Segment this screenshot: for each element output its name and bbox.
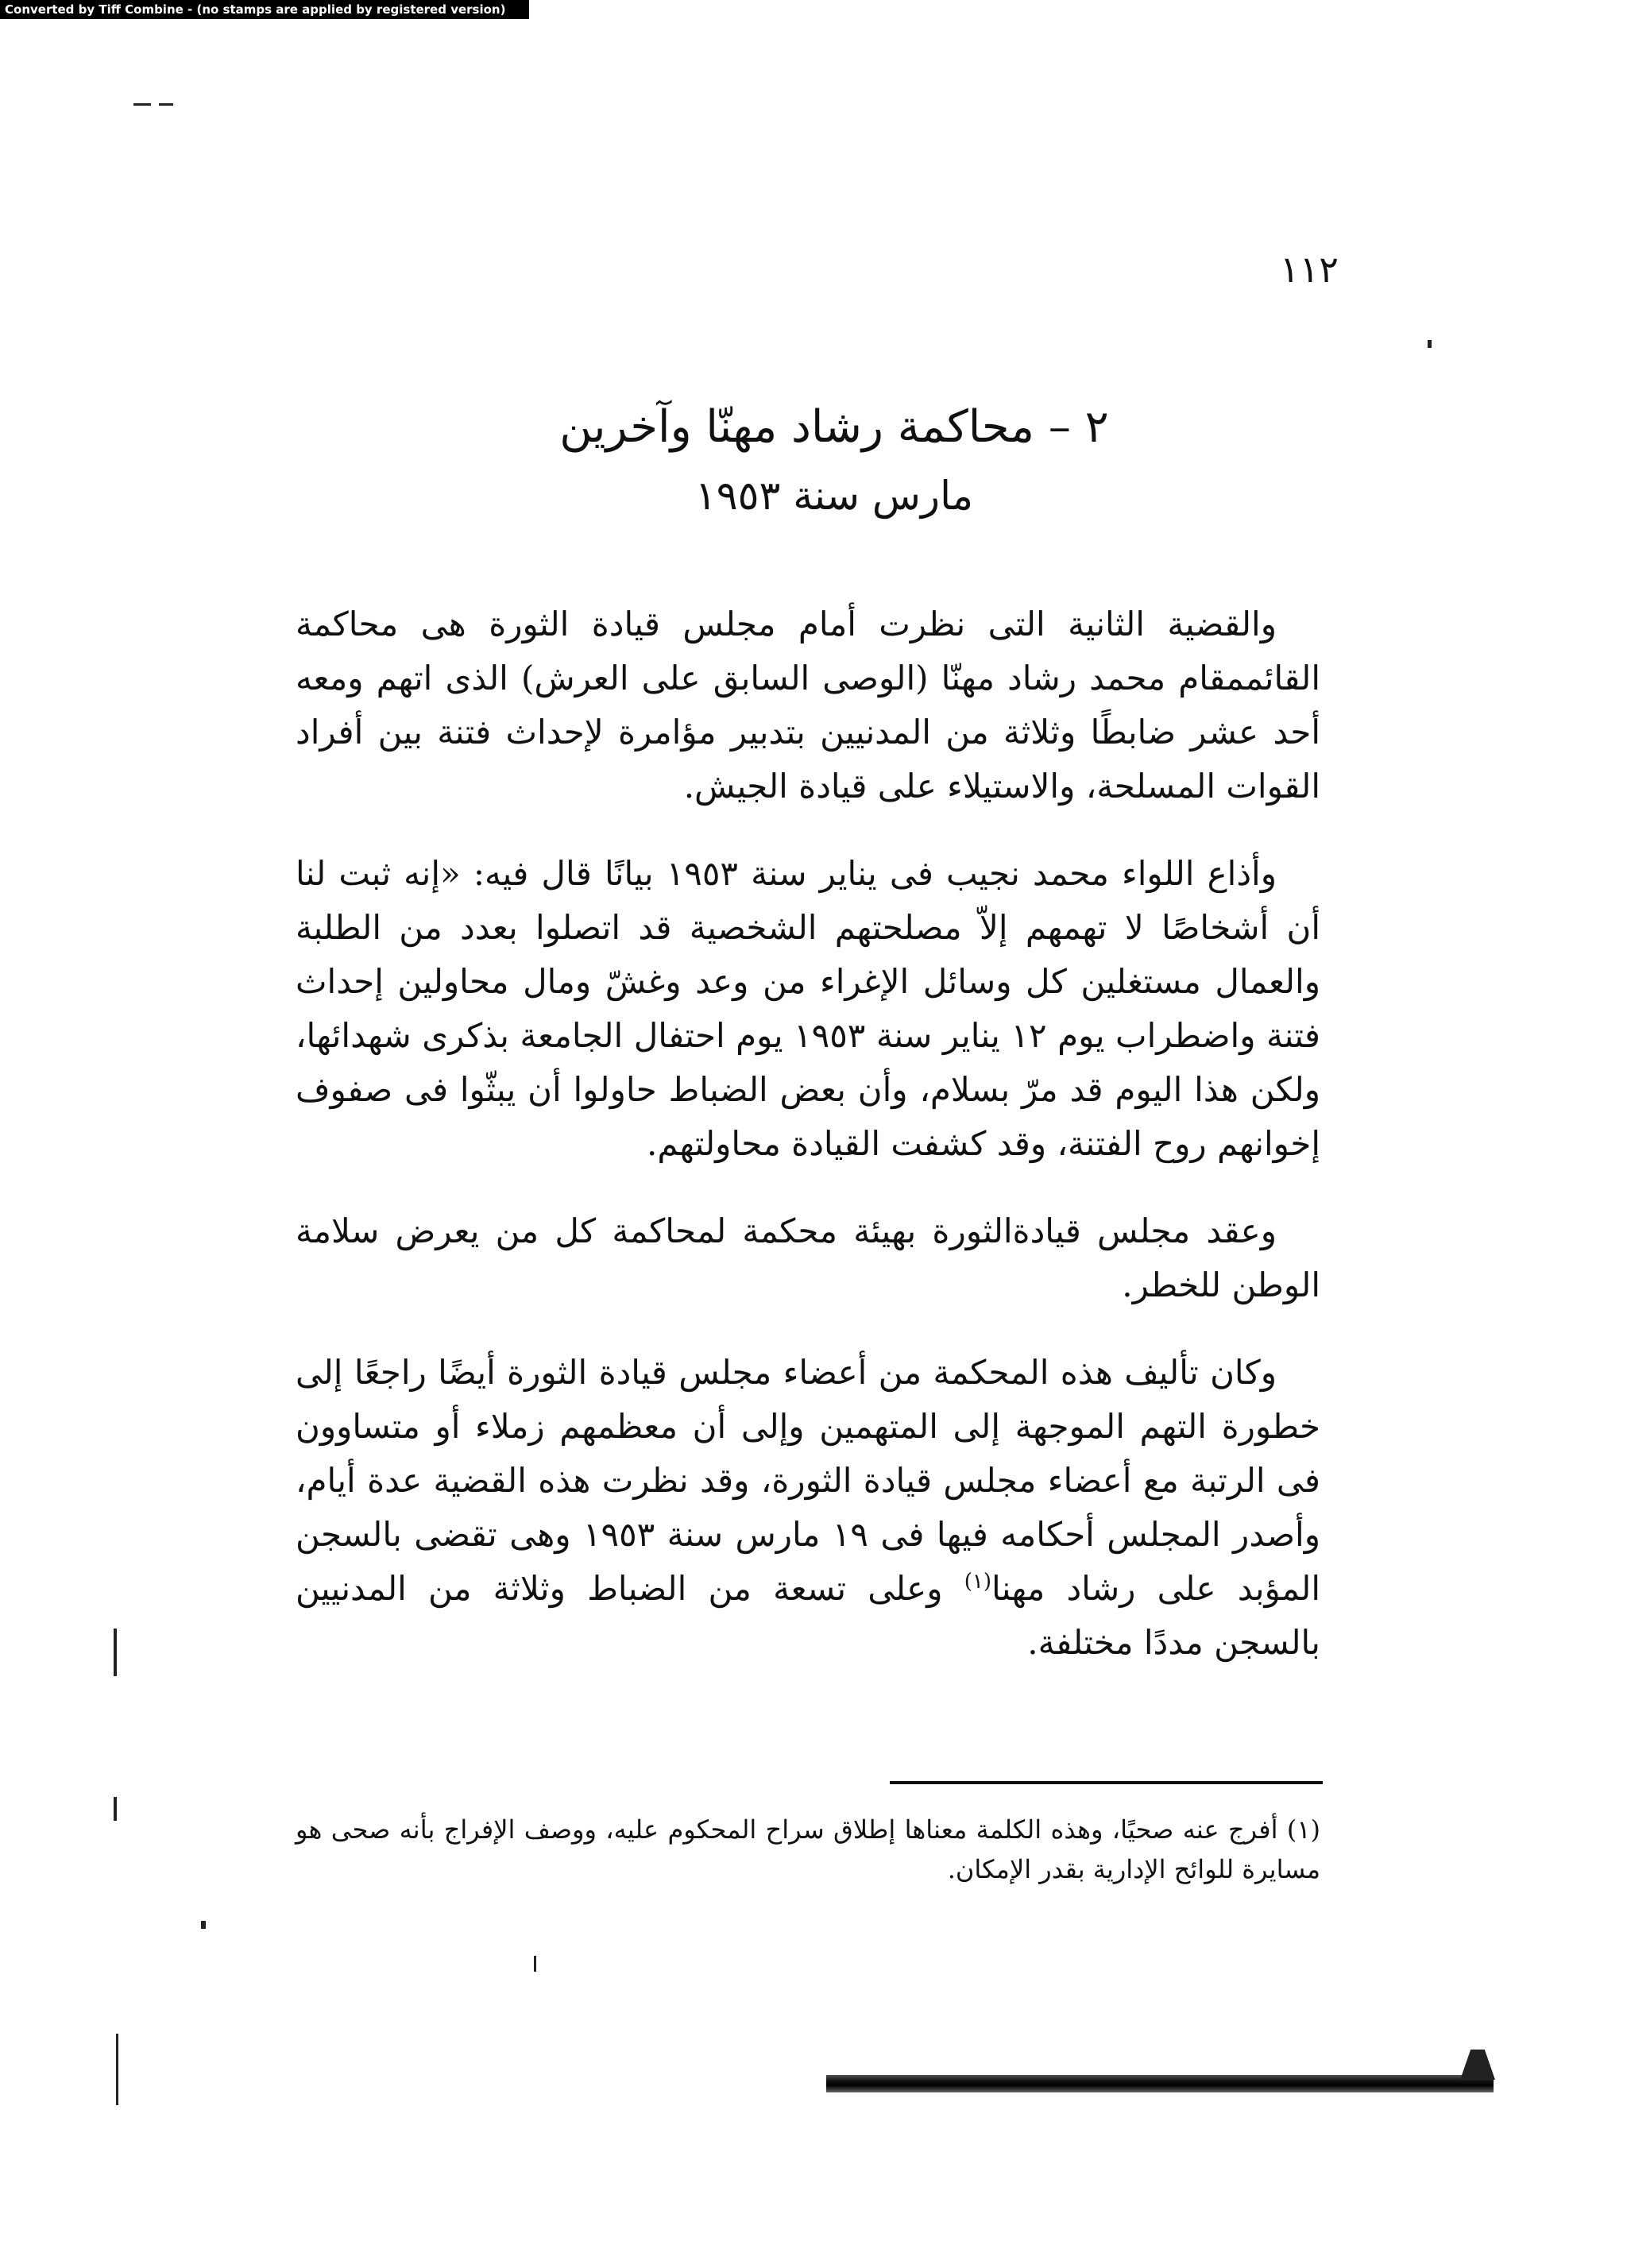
scan-artifact [114, 1797, 117, 1821]
paragraph: وأذاع اللواء محمد نجيب فى يناير سنة ١٩٥٣ بيانًا قال فيه: «إنه ثبت لنا أن أشخاصًا لا تهمهم إلاّ مصلحتهم الشخصية قد اتصلوا بعدد من الطلبة والعمال مستغلين كل وسائل الإغراء من وعد وغشّ ومال محاولين إحداث فتنة واضطراب يوم ١٢ يناير سنة ١٩٥٣ يوم احتفال الجامعة بذكرى شهدائها، ولكن هذا اليوم قد مرّ بسلام، وأن بعض الضباط حاولوا أن يبثّوا فى صفوف إخوانهم روح الفتنة، وقد كشفت القيادة محاولتهم. [296, 854, 1321, 1163]
footnote-divider [890, 1781, 1323, 1784]
scan-artifact [114, 1629, 117, 1676]
paragraph: والقضية الثانية التى نظرت أمام مجلس قيادة الثورة هى محاكمة القائممقام محمد رشاد مهنّا (الوصى السابق على العرش) الذى اتهم ومعه أحد عشر ضابطًا وثلاثة من المدنيين بتدبير مؤامرة لإحداث فتنة بين أفراد القوات المسلحة، والاستيلاء على قيادة الجيش. [296, 605, 1320, 806]
section-date: مارس سنة ١٩٥٣ [694, 473, 974, 519]
page-number: ١١٢ [1279, 248, 1339, 291]
footnote-reference: (١) [964, 1570, 991, 1594]
paragraph-text-tail: وعلى تسعة من الضباط وثلاثة من المدنيين بالسجن مددًا مختلفة. [296, 1569, 1320, 1662]
footnote: (١) أفرج عنه صحيًا، وهذه الكلمة معناها إطلاق سراح المحكوم عليه، ووصف الإفراج بأنه صحى هو مسايرة للوائح الإدارية بقدر الإمكان. [296, 1814, 1320, 1884]
scan-artifact [1428, 340, 1432, 348]
section-title: ٢ – محاكمة رشاد مهنّا وآخرين [559, 401, 1109, 453]
body-text [296, 597, 1320, 1703]
paragraph [296, 1346, 1320, 1670]
scan-artifact [534, 1956, 536, 1972]
paragraph: وعقد مجلس قيادةالثورة بهيئة محكمة لمحاكمة كل من يعرض سلامة الوطن للخطر. [296, 1211, 1320, 1304]
paragraph-text: وكان تأليف هذه المحكمة من أعضاء مجلس قيادة الثورة أيضًا راجعًا إلى خطورة التهم الموجهة إلى المتهمين وإلى أن معظمهم زملاء أو متساوون فى الرتبة مع أعضاء مجلس قيادة الثورة، وقد نظرت هذه القضية عدة أيام، وأصدر المجلس أحكامه فيها فى ١٩ مارس سنة ١٩٥٣ وهى تقضى بالسجن المؤبد على رشاد مهنا [296, 1353, 1320, 1608]
scan-artifact [116, 2034, 118, 2105]
converter-banner: Converted by Tiff Combine - (no stamps are applied by registered version) [0, 0, 529, 19]
scan-edge-mark [1460, 2050, 1495, 2080]
scan-edge-bar [826, 2075, 1494, 2092]
scan-artifact [159, 103, 173, 106]
scan-artifact [201, 1921, 206, 1929]
scan-artifact [133, 103, 151, 106]
